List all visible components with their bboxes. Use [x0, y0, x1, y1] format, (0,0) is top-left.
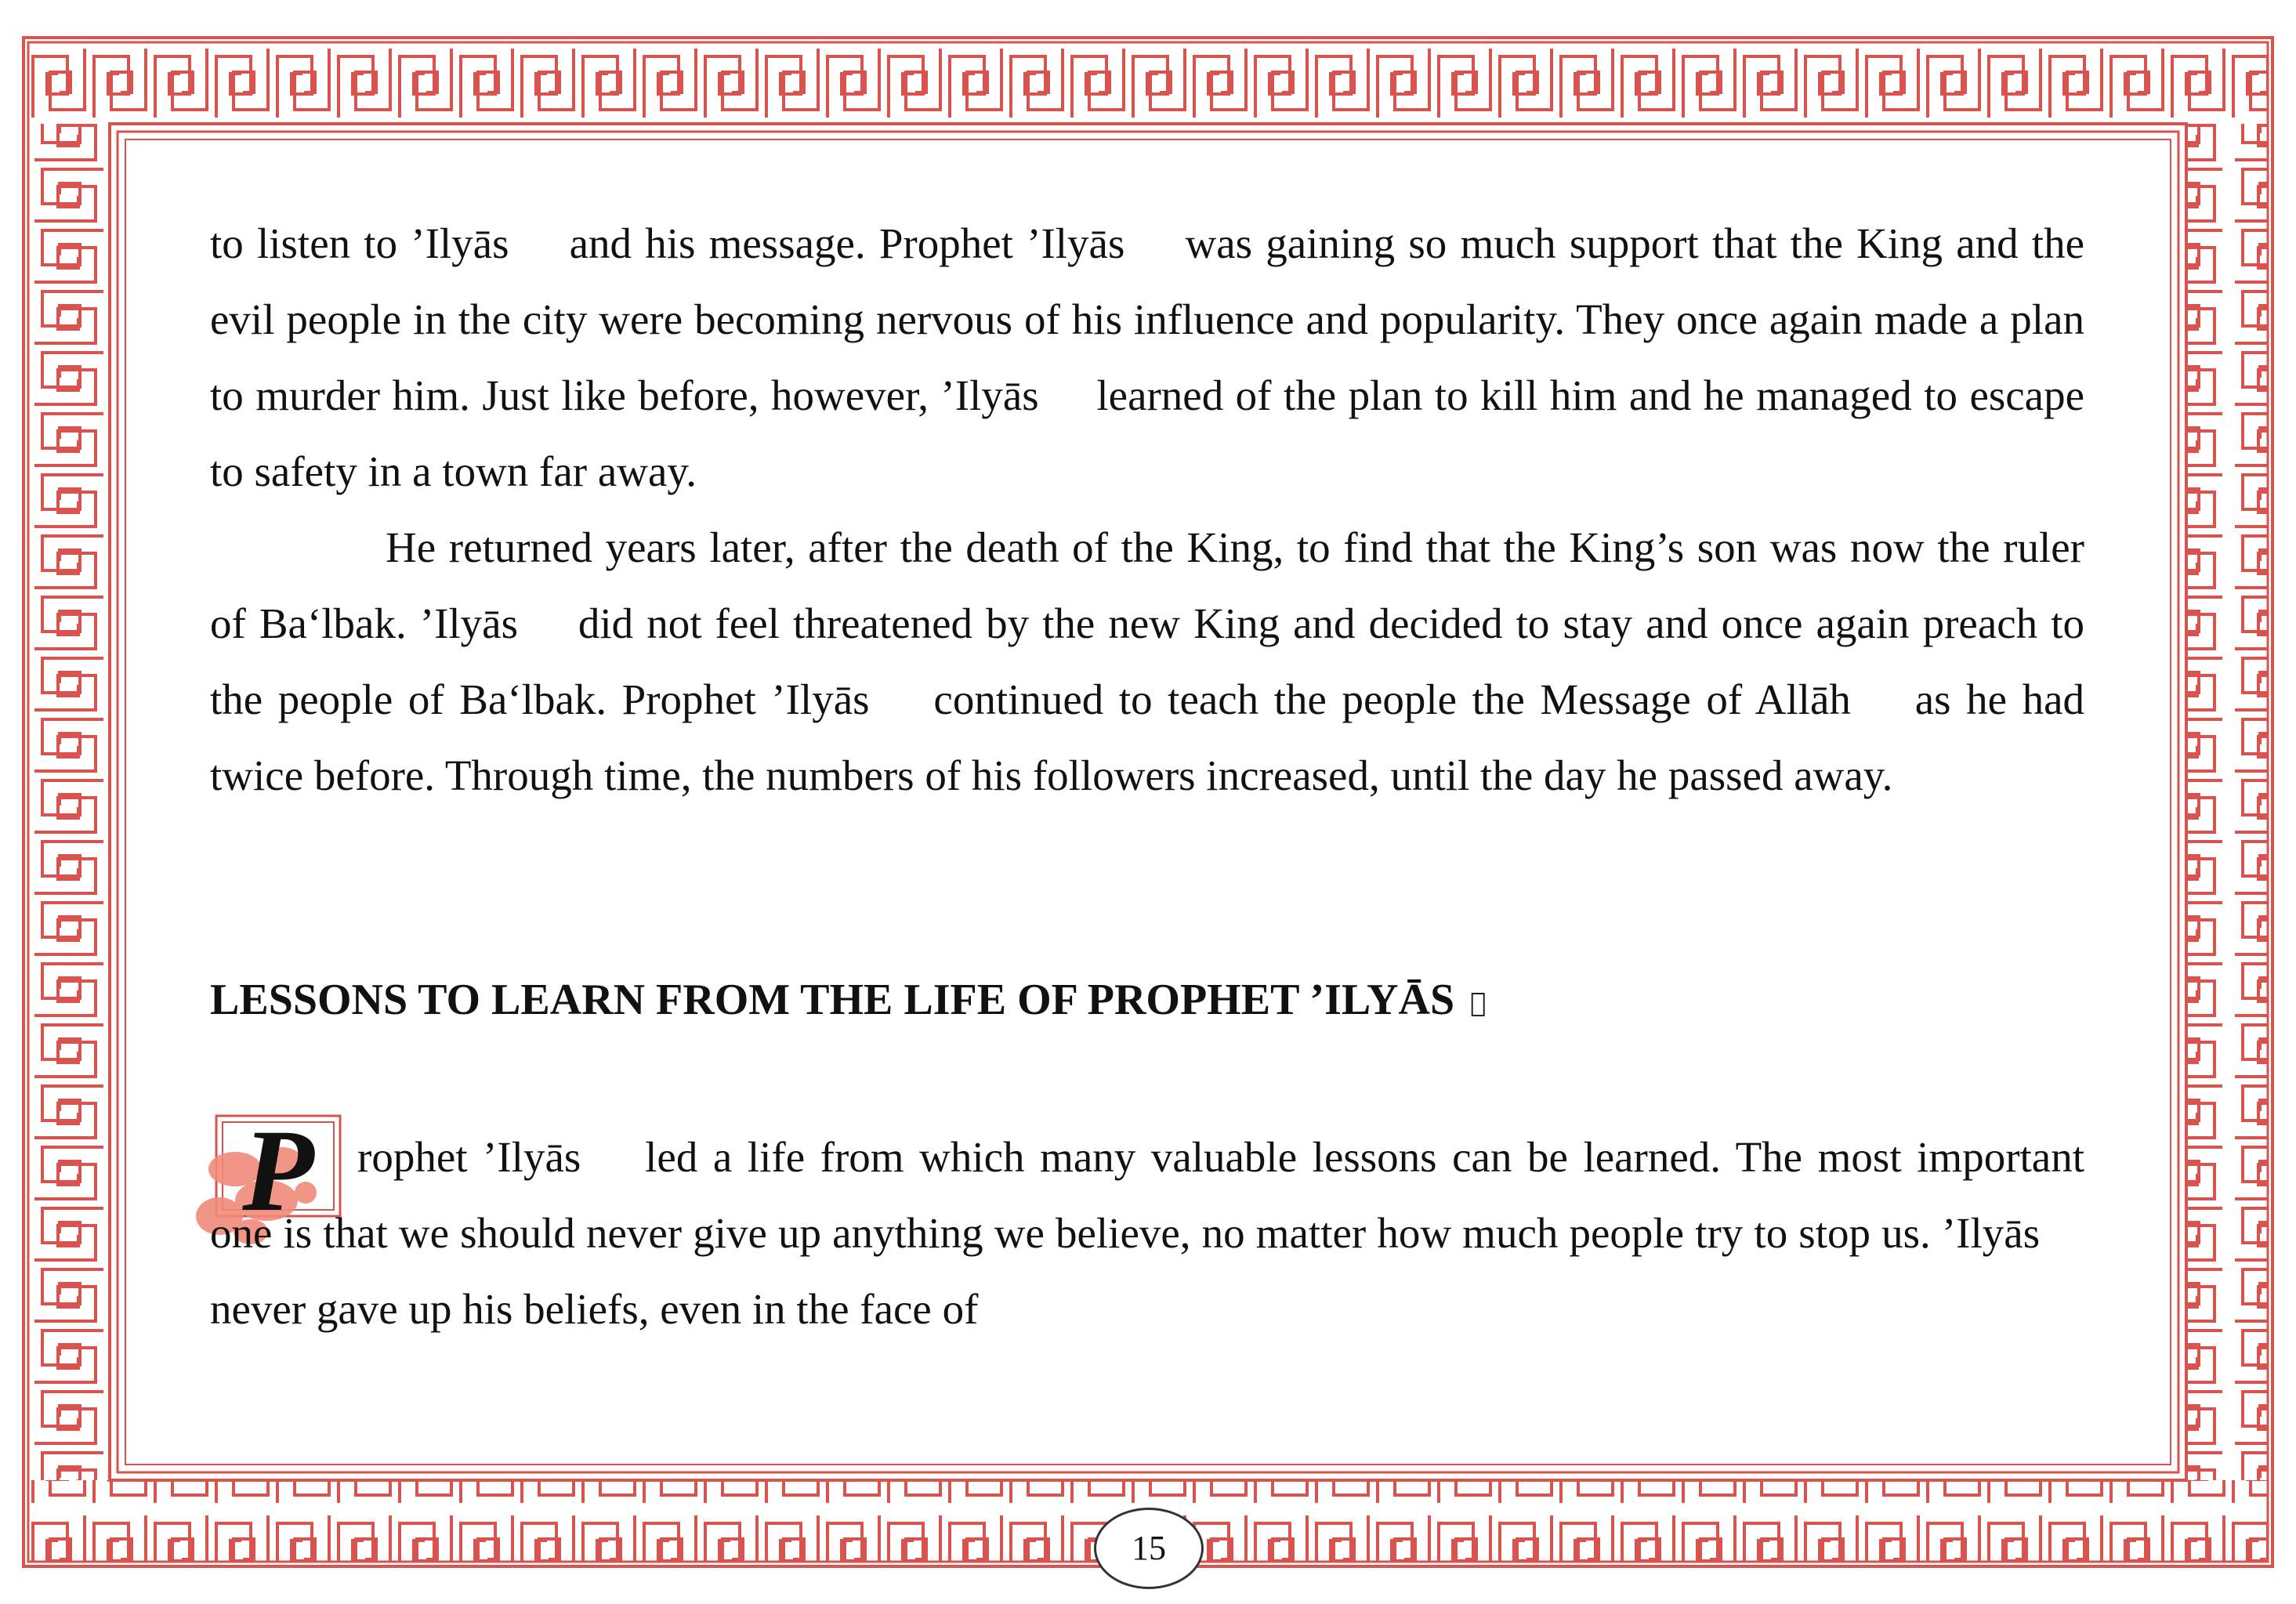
honorific-glyph: ﷢	[1470, 987, 1487, 1019]
paragraph-2: He returned years later, after the death of the King, to find that the King’s son was now the ruler of Ba‘lbak. ’Ilyās ﷢ did not feel threatened by the new King and decided to stay and once again preach to the people of Ba‘lbak. Prophet ’Ilyās ﷢ continued to teach the people the Message of Allāh ﷡ as he had twice before. Through time, the numbers of his followers increased, until the day he passed away.	[210, 523, 2084, 799]
lesson-paragraph-text: rophet ’Ilyās ﷢ led a life from which many valuable lessons can be learned. The most important one is that we should never give up anything we believe, no matter how much people try to stop us. ’Ilyās ﷢ never gave up his beliefs, even in the face of	[210, 1133, 2084, 1333]
body-text	[210, 205, 2084, 813]
section-heading	[210, 975, 1491, 1025]
paragraph-1: to listen to ’Ilyās ﷢ and his message. Prophet ’Ilyās ﷢ was gaining so much support that the King and the evil people in the city were becoming nervous of his influence and popularity. They once again made a plan to murder him. Just like before, however, ’Ilyās ﷢ learned of the plan to kill him and he managed to escape to safety in a town far away.	[210, 219, 2084, 495]
lesson-paragraph	[210, 1119, 2084, 1347]
section-heading-text: LESSONS TO LEARN FROM THE LIFE OF PROPHET ’ILYĀS	[210, 976, 1455, 1024]
page-number: 15	[1132, 1529, 1166, 1567]
drop-cap-letter: P	[242, 1114, 314, 1236]
